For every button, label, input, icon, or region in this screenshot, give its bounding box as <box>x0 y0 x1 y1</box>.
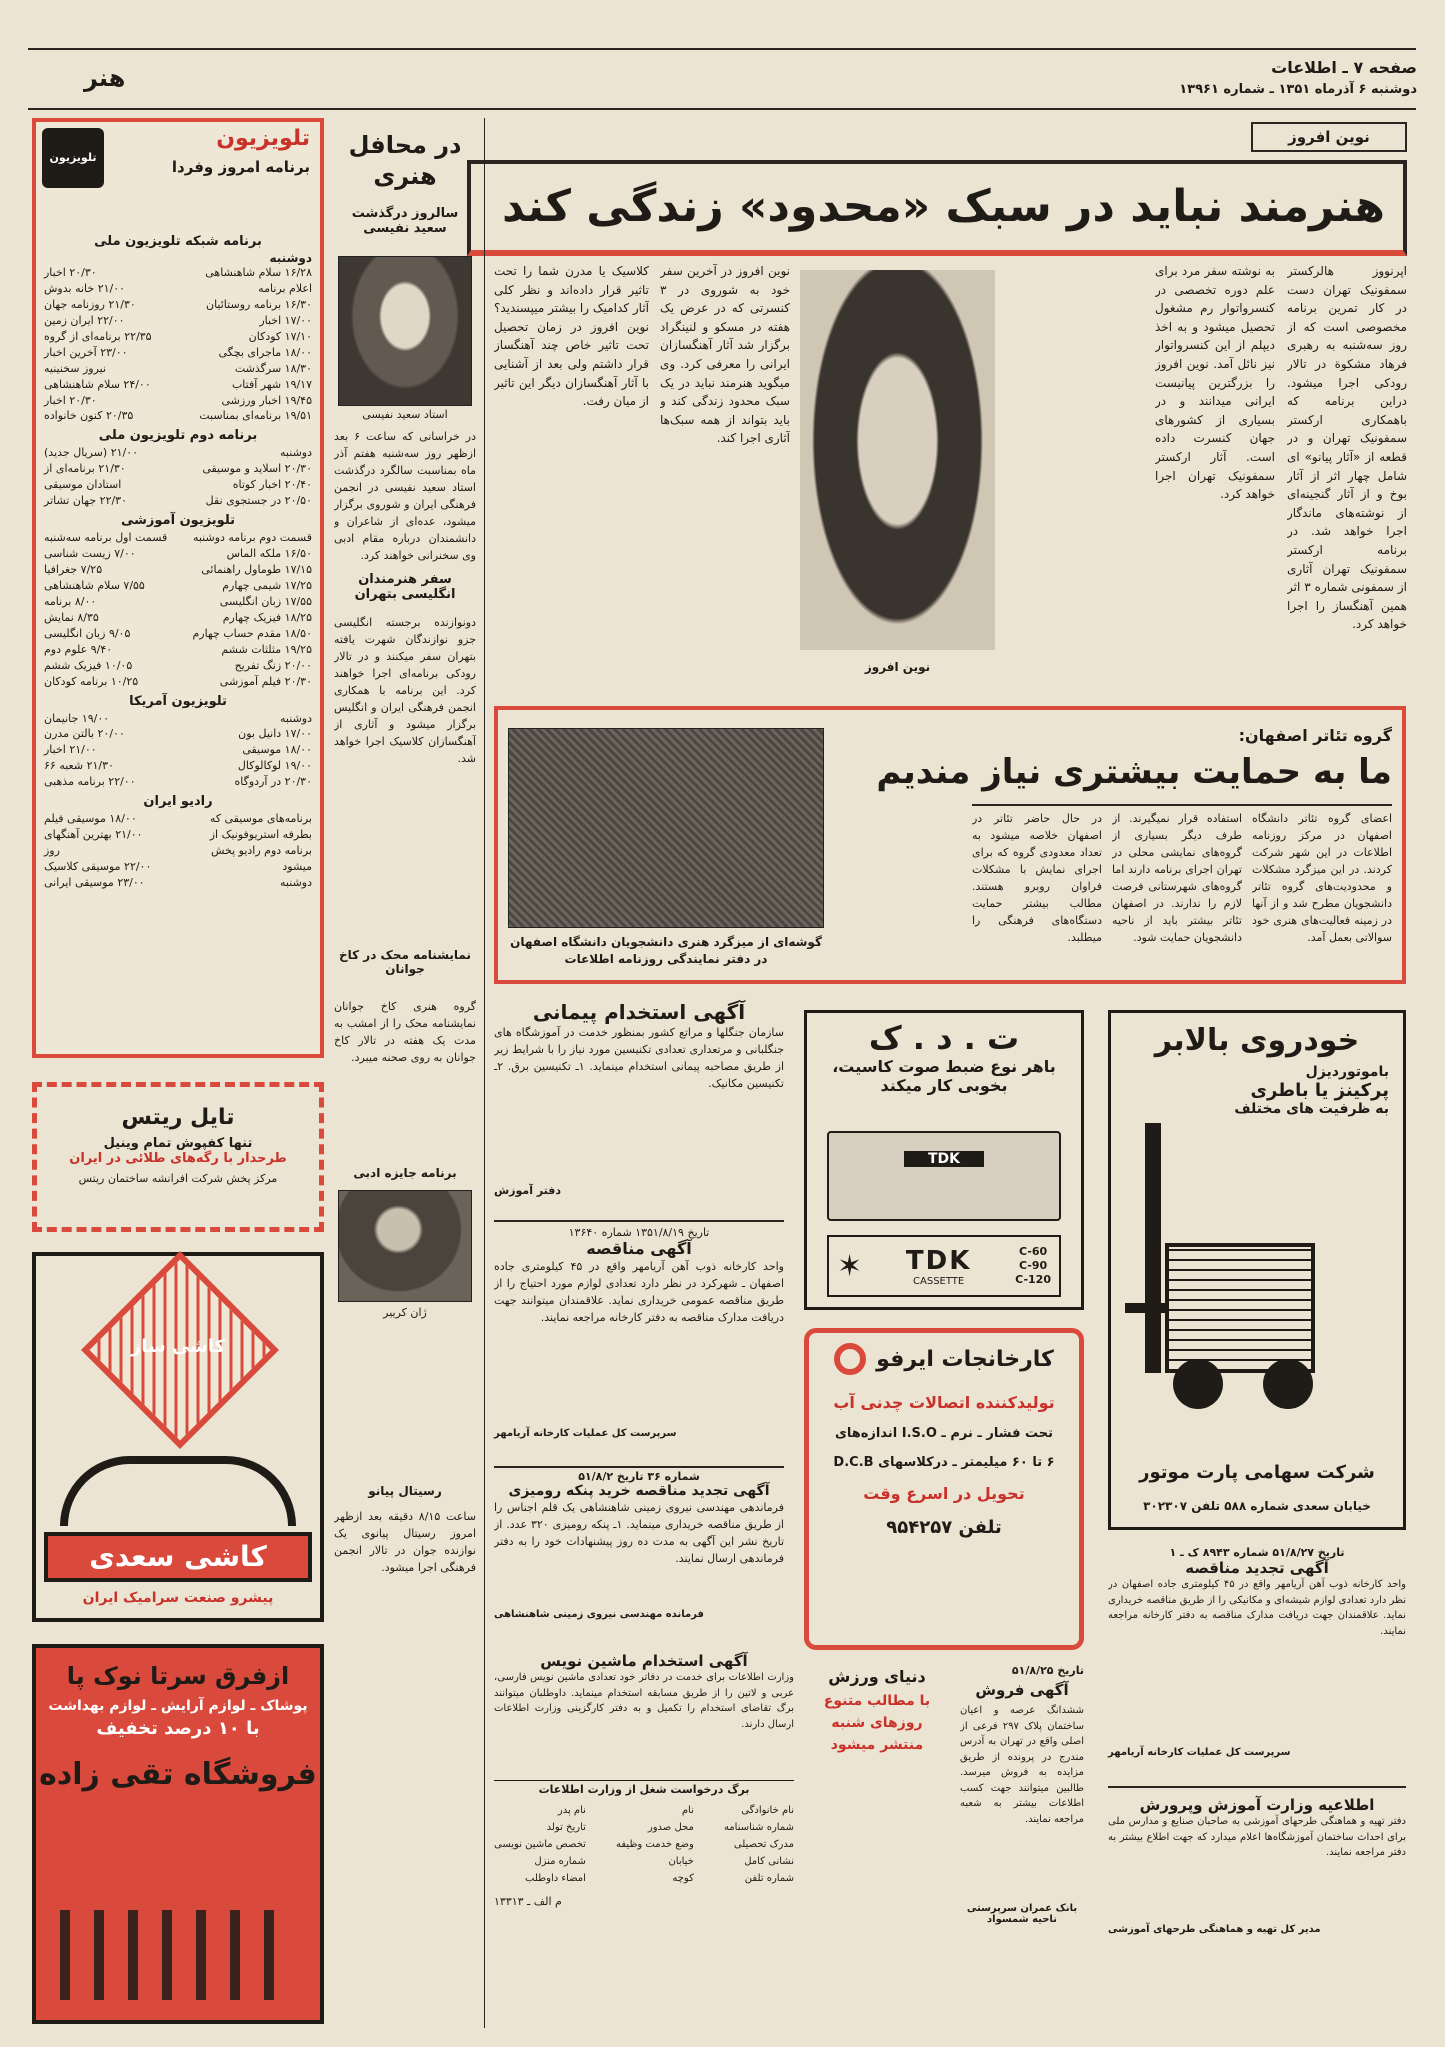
sale-sign: بانک عمران سرپرستی ناحیه شمسواد <box>966 1903 1078 1925</box>
tv-cell: دوشنبه <box>280 446 312 460</box>
irfo-l3: ۶ تا ۶۰ میلیمتر ـ درکلاسهای D.C.B <box>833 1455 1055 1470</box>
tv-cell: ۱۸/۳۰ سرگذشت <box>234 361 312 375</box>
tv-cell: ۲۴/۰۰ سلام شاهنشاهی <box>44 377 151 391</box>
form-field-label: تاریخ تولد <box>546 1822 586 1833</box>
tv-row <box>44 827 312 843</box>
sport-l4: منتشر میشود <box>830 1737 924 1754</box>
masthead-rule <box>28 108 1416 110</box>
tile-ad <box>32 1082 324 1232</box>
mid-rule <box>484 998 485 2028</box>
tv-row <box>44 626 312 642</box>
tv-cell: ۱۷/۱۵ طوماول راهنمائی <box>201 563 312 576</box>
tv-row <box>44 674 312 690</box>
tv-cell: ۸/۳۵ نمایش <box>44 610 99 624</box>
date-line: دوشنبه ۶ آذرماه ۱۳۵۱ ـ شماره ۱۳۹۶۱ <box>1179 82 1417 97</box>
tv-cell: دوشنبه <box>280 875 312 889</box>
tdk-cassette-img <box>827 1131 1061 1221</box>
mahafel-h5: رسیتال پیانو <box>368 1484 442 1498</box>
theater-col-2: استفاده قرار نمیگیرند. از طرف دیگر بسیاری از گروه‌های نمایشی محلی در تهران اجرای برنامه دارند اما گروه‌های شهرستانی فرصت لازم را ندارند. در اصفهان تئاتر بیشتر باید از ناحیه دانشجویان حمایت شود. <box>1112 812 1242 945</box>
tender-title: آگهی مناقصه <box>586 1239 692 1258</box>
tv-ch3-heading: تلویزیون آموزشی <box>120 513 236 529</box>
tender3-ad <box>1108 1546 1406 1776</box>
tv-cell: ۲۰/۴۰ اخبار کوتاه <box>232 478 312 492</box>
tv-cell: ۲۰/۳۰ اخبار <box>44 266 97 279</box>
lead-col-3: نوین افروز در آخرین سفر خود به شوروی در ۳ کنسرتی که در عرض یک هفته در مسکو و لنینگراد برگزار شد آثار آهنگسازان ایرانی را معرفی کرد. وی میگوید هنرمند نباید در یک سبک محدود زندگی کند و باید بتواند از همه سبک‌ها آثاری اجرا کند. <box>660 264 790 446</box>
tv-cell: ۲۲/۳۰ جهان تشاتر <box>44 494 127 508</box>
tv-row <box>44 578 312 594</box>
lead-headline: هنرمند نباید در سبک «محدود» زندگی کند <box>502 181 1385 232</box>
tv-cell: ۲۰/۳۵ کنون خانواده <box>44 409 134 423</box>
tv-row <box>44 313 312 329</box>
tv-row <box>44 265 312 281</box>
typist-sign: برگ درخواست شغل از وزارت اطلاعات <box>494 1780 794 1796</box>
store-mid: پوشاک ـ لوازم آرایش ـ لوازم بهداشت <box>48 1698 308 1714</box>
tv-cell: ۲۰/۰۰ زنگ تفریح <box>234 658 312 672</box>
tv-cell: قسمت اول برنامه سه‌شنبه <box>44 531 168 545</box>
tv-cell: ۱۷/۲۵ شیمی چهارم <box>222 578 312 592</box>
store-name: فروشگاه تقی زاده <box>39 1757 317 1792</box>
tv-cell: ۱۸/۰۰ ماجرای بچگی <box>218 345 312 359</box>
tv-ch2-heading: برنامه دوم تلویزیون ملی <box>98 428 258 444</box>
typist-body: وزارت اطلاعات برای خدمت در دفاتر خود تعدادی ماشین نویس فارسی، عربی و لاتین را از طریق مسابقه استخدام مینماید. داوطلبان میتوانند برگ تقاضای استخدام را تکمیل و به دفتر کارگزینی وزارت اطلاعات ارسال دارند. <box>494 1672 794 1730</box>
tv-row <box>44 758 312 774</box>
tv-cell: ۲۳/۰۰ موسیقی ایرانی <box>44 875 145 889</box>
lead-col-1: اپرنووز هالرکستر سمفونیک تهران دست در کار تمرین برنامه مخصوصی است که از روز سه‌شنبه به رهبری فرهاد مشکوة در تالار رودکی اجرا میشود. دراین برنامه که باهمکاری ارکستر سمفونیک تهران و در قطعه از «آثار پیانو» ای شامل چهار اثر از آثار بوخ و از آثار گنجینه‌ای از نوشته‌های ماندگار اجرا خواهد شد. در برنامه ارکستر سمفونیک تهران آثاری از سمفونی شماره ۳ اثر همین آهنگساز را اجرا خواهد کرد. <box>1287 264 1407 632</box>
tv-row <box>44 774 312 790</box>
tv-cell: ۲۲/۰۰ موسیقی کلاسیک <box>44 860 152 873</box>
tv-row <box>44 408 312 424</box>
tv-cell: ۲۱/۳۰ برنامه‌ای از <box>44 462 126 476</box>
tv-listings <box>44 230 312 891</box>
tv-row <box>44 393 312 409</box>
mahafel-body: در خراسانی که ساعت ۶ بعد ازظهر روز سه‌شنبه هفتم آذر ماه بمناسبت سالگرد درگذشت استاد سعید نفیسی در انجمن فرهنگی ایران و شوروی برگزار میشود، عده‌ای از شاعران و دانشمندان درباره مقام ادبی وی سخنرانی خواهند کرد. <box>334 430 476 563</box>
tv-ch5-list <box>44 811 312 891</box>
form-field-label: نام پدر <box>557 1805 586 1816</box>
tv-row <box>44 726 312 742</box>
typist-ad <box>494 1652 794 2032</box>
sport-l2: با مطالب متنوع <box>823 1692 931 1709</box>
forklift-co: شرکت سهامی پارت موتور <box>1139 1462 1375 1483</box>
tv-row <box>44 875 312 891</box>
tdk-l1: باهر نوع ضبط صوت کاسیت، <box>832 1057 1056 1076</box>
tv-cell: ۲۰/۳۰ اسلاید و موسیقی <box>202 462 312 476</box>
tv-cell: ۲۱/۰۰ بهترین آهنگهای <box>44 828 143 842</box>
mahafel-body5: ساعت ۸/۱۵ دقیقه بعد ازظهر امروز رسیتال پیانوی یک نوازنده جوان در تالار انجمن فرهنگی اجرا میشود. <box>334 1510 476 1575</box>
hire-rule <box>494 1220 784 1222</box>
page-label: صفحه ۷ ـ اطلاعات <box>1271 58 1417 77</box>
tender3-date: تاریخ ۵۱/۸/۲۷ شماره ۸۹۴۳ ک ـ ۱ <box>1169 1546 1345 1559</box>
lead-photo-caption: نوین افروز <box>864 660 931 674</box>
lead-headline-box <box>467 160 1407 256</box>
theater-kicker: گروه تئاتر اصفهان: <box>1238 726 1392 745</box>
forklift-wheel-2 <box>1263 1359 1313 1409</box>
mahafel-h3: نمایشنامه محک در کاخ جوانان <box>339 948 471 976</box>
irfo-ad <box>804 1328 1084 1650</box>
tv-logo-text: تلویزیون <box>49 151 97 164</box>
tender-sign: سرپرست کل عملیات کارخانه آریامهر <box>494 1428 677 1439</box>
kashi-ad <box>32 1252 324 1622</box>
nafisi-caption: استاد سعید نفیسی <box>362 408 448 421</box>
tender2-title: آگهی تجدید مناقصه خرید پنکه رومیزی <box>508 1483 770 1499</box>
lead-photo <box>800 270 995 650</box>
tv-cell: ۲۰/۳۰ فیلم آموزشی <box>219 674 312 688</box>
tdk-ad <box>804 1010 1084 1310</box>
tv-cell: ۱۹/۰۰ جانیمان <box>44 711 110 725</box>
tv-cell: ۱۹/۵۱ برنامه‌ای بمناسبت <box>199 409 312 423</box>
prize-photo <box>338 1190 472 1302</box>
form-field-label: شماره شناسنامه <box>723 1822 794 1833</box>
tile-name: تایل ریتس <box>121 1105 235 1130</box>
tv-box <box>32 118 324 1058</box>
tender3-body: واحد کارخانه ذوب آهن آریامهر واقع در ۴۵ کیلومتری جاده اصفهان در نظر دارد تعدادی لوازم شیشه‌ای و مکانیکی را از طریق مناقصه خریداری نماید. علاقمندان جهت دریافت مدارک مناقصه به دفتر کارخانه مراجعه نمایند. <box>1108 1579 1406 1637</box>
store-top: ازفرق سرتا نوک پا <box>66 1662 290 1690</box>
hire-body: سازمان جنگلها و مراتع کشور بمنظور خدمت در آموزشگاه های جنگلبانی و مرتعداری تعدادی تکنیسین مورد نیاز را با شرایط زیر از طریق مصاحبه پیمانی استخدام مینماید. ۱ـ تکنیسین برق. ۲ـ تکنیسین مکانیک. <box>494 1026 784 1091</box>
mahafel-body2: دونوازنده برجسته انگلیسی جزو نوازندگان شهرت یافته بتهران سفر میکنند و در تالار رودکی برنامه‌ای اجرا خواهند کرد. این برنامه با همکاری انجمن فرهنگی ایران و انگلیس برگزار میشود و آثاری از آهنگسازان کلاسیک اجرا خواهد شد. <box>334 616 476 766</box>
tv-cell: ۲۱/۰۰ خانه بدوش <box>44 281 126 295</box>
form-field-label: تخصص ماشین نویسی <box>494 1839 586 1850</box>
tdk-model-1: C-60 <box>1018 1244 1048 1258</box>
tv-row <box>44 658 312 674</box>
tdk-star-icon: ✶ <box>837 1248 863 1284</box>
form-field-label: مدرک تحصیلی <box>733 1839 794 1850</box>
kashi-name-banner <box>44 1532 312 1582</box>
forklift-ad <box>1108 1010 1406 1530</box>
form-field-label: وضع خدمت وظیفه <box>616 1839 694 1850</box>
tv-cell: ۱۰/۰۵ فیزیک ششم <box>44 658 133 672</box>
lead-kicker-box <box>1251 122 1407 152</box>
form-column <box>724 1802 794 1887</box>
tv-cell: دوشنبه <box>280 711 312 725</box>
tdk-cassette-label: TDK <box>904 1151 984 1167</box>
tv-row <box>44 361 312 377</box>
tv-row <box>44 445 312 461</box>
tdk-title: ت . د . ک <box>868 1019 1020 1057</box>
tv-cell: ۱۸/۲۵ فیزیک چهارم <box>222 610 312 624</box>
kashi-arc <box>60 1456 296 1526</box>
sport-ad <box>804 1664 950 1794</box>
form-field-label: نشانی کامل <box>744 1856 794 1867</box>
tv-cell: ۲۱/۰۰ اخبار <box>44 743 97 757</box>
tv-ch2-list <box>44 445 312 509</box>
form-field-label: نام خانوادگی <box>741 1805 794 1816</box>
form-field-label: شماره تلفن <box>744 1873 794 1884</box>
tv-ch1-list <box>44 265 312 424</box>
tv-row <box>44 281 312 297</box>
tv-cell: ۱۸/۰۰ موسیقی فیلم <box>44 812 137 826</box>
form-column <box>494 1802 586 1887</box>
tv-cell: ۱۸/۵۰ مقدم حساب چهارم <box>192 626 312 640</box>
tv-cell: ۷/۲۵ جغرافیا <box>44 563 103 576</box>
tv-title: تلویزیون <box>216 126 310 151</box>
tile-line3: مرکز پخش شرکت افرانشه ساختمان ریتس <box>78 1172 278 1185</box>
store-disc: با ۱۰ درصد تخفیف <box>96 1718 260 1739</box>
hire-sign: دفتر آموزش <box>494 1184 561 1197</box>
nafisi-photo <box>338 256 472 406</box>
tv-cell: ۱۸/۰۰ موسیقی <box>242 743 312 757</box>
tv-cell: میشود <box>282 860 312 873</box>
irfo-l4: تحویل در اسرع وقت <box>863 1484 1025 1503</box>
tv-cell: برنامه دوم رادیو پخش <box>210 844 312 858</box>
tv-cell: ۲۰/۰۰ بالتن مدرن <box>44 727 125 741</box>
mahafel-title: در محافل هنری <box>348 131 462 191</box>
edu-body: دفتر تهیه و هماهنگی طرحهای آموزشی به صاحبان صنایع و مدارس ملی برای احداث ساختمان آموزشگاه‌ها اعلام میدارد که جهت اطلاع بیشتر به دفتر مراجعه نمایند. <box>1108 1816 1406 1858</box>
top-rule <box>28 48 1416 50</box>
typist-form <box>494 1802 794 1887</box>
theater-photo-caption: گوشه‌ای از میزگرد هنری دانشجویان دانشگاه اصفهان در دفتر نمایندگی روزنامه اطلاعات <box>510 935 822 966</box>
tender-ad <box>494 1226 784 1462</box>
tv-row <box>44 546 312 562</box>
store-figures <box>60 1910 296 2000</box>
forklift-title: خودروی بالابر <box>1154 1023 1360 1058</box>
tile-line2: طرحدار با رگه‌های طلائی در ایران <box>69 1151 287 1166</box>
tv-cell: ۱۷/۵۵ زبان انگلیسی <box>219 594 312 608</box>
col-divider-left <box>484 118 485 998</box>
tv-cell: نیروز سخنینیه <box>44 361 107 375</box>
lead-col-4: کلاسیک یا مدرن شما را تحت تاثیر قرار داده‌اند و نظر کلی آثار کدامیک را بیشتر میپسندید؟ نوین افروز در زمان تحصیل تحت تاثیر خاص چند آهنگساز قرار داشتم ولی بعد از آشنایی با آثار آهنگسازان دیگر این تاثیر از میان رفت. <box>494 264 649 409</box>
tv-row <box>44 345 312 361</box>
form-field-label: امضاء داوطلب <box>525 1873 586 1884</box>
tile-line1: تنها کفپوش تمام وینیل <box>103 1136 253 1151</box>
lead-kicker: نوین افروز <box>1288 128 1370 146</box>
tv-cell: ۲۱/۳۰ شعبه ۶۶ <box>44 759 114 773</box>
tv-cell: ۱۷/۱۰ کودکان <box>248 329 312 343</box>
form-column <box>616 1802 694 1887</box>
forklift-mast <box>1145 1123 1161 1373</box>
tender-body: واحد کارخانه ذوب آهن آریامهر واقع در ۴۵ کیلومتری جاده اصفهان ـ شهرکرد در نظر دارد تعدادی لوازم مورد احتیاج را از طریق مناقصه عمومی خریداری نماید. علاقمندان میتوانند جهت دریافت مدارک مناقصه به دفتر کارخانه مراجعه نمایند. <box>494 1260 784 1325</box>
tv-cell: ۲۱/۰۰ (سریال جدید) <box>44 446 139 460</box>
tv-cell: استادان موسیقی <box>44 478 122 492</box>
edu-sign: مدیر کل تهیه و هماهنگی طرحهای آموزشی <box>1108 1924 1321 1935</box>
tv-ch4-list <box>44 711 312 791</box>
tv-row <box>44 742 312 758</box>
tv-cell: روز <box>44 844 60 858</box>
tender-date: تاریخ ۱۳۵۱/۸/۱۹ شماره ۱۳۶۴۰ <box>568 1226 710 1239</box>
tv-cell: ۸/۰۰ برنامه <box>44 594 97 608</box>
tender3-sign: سرپرست کل عملیات کارخانه آریامهر <box>1108 1747 1291 1758</box>
form-field-label: نام <box>681 1805 694 1816</box>
tv-ch5-heading: رادیو ایران <box>143 794 213 810</box>
tdk-brand: TDK <box>905 1245 972 1276</box>
tv-cell: ۲۲/۳۵ برنامه‌ای از گروه <box>44 329 152 343</box>
sale-title: آگهی فروش <box>975 1681 1069 1699</box>
tdk-logo-block <box>827 1235 1061 1297</box>
tdk-model-3: C-120 <box>1015 1273 1051 1287</box>
tender2-sign: فرمانده مهندسی نیروی زمینی شاهنشاهی <box>494 1609 704 1620</box>
section-name: هنر <box>84 64 126 92</box>
tdk-cassette: CASSETTE <box>913 1275 965 1287</box>
irfo-l1: تولیدکننده اتصالات چدنی آب <box>833 1393 1055 1412</box>
mahafel-body3: گروه هنری کاخ جوانان نمایشنامه محک را از امشب به مدت یک هفته در تالار کاخ جوانان به روی صحنه میبرد. <box>334 1000 476 1065</box>
tv-row <box>44 562 312 578</box>
forklift-addr: خیابان سعدی شماره ۵۸۸ تلفن ۳۰۲۳۰۷ <box>1143 1499 1371 1513</box>
form-code: م الف ـ ۱۳۳۱۳ <box>494 1895 562 1908</box>
typist-title: آگهی استخدام ماشین نویس <box>540 1652 748 1670</box>
tv-row <box>44 811 312 827</box>
kashi-sub: پیشرو صنعت سرامیک ایران <box>82 1590 274 1606</box>
prize-caption: ژان کرییر <box>383 1306 427 1319</box>
form-field-label: خیابان <box>668 1856 694 1867</box>
tv-cell: ۲۲/۰۰ ایران زمین <box>44 313 125 327</box>
tv-cell: ۱۹/۰۰ لوکالوکال <box>237 759 312 773</box>
sale-ad <box>960 1664 1084 1964</box>
irfo-tel: تلفن ۹۵۴۲۵۷ <box>886 1517 1002 1538</box>
tv-cell: ۲۱/۳۰ روزنامه جهان <box>44 297 136 311</box>
tv-cell: ۱۷/۰۰ اخبار <box>259 313 312 327</box>
hire-title: آگهی استخدام پیمانی <box>532 1000 746 1024</box>
tv-row <box>44 493 312 509</box>
irfo-header <box>809 1343 1079 1375</box>
tender-rule <box>494 1466 784 1468</box>
tv-row <box>44 297 312 313</box>
tv-row <box>44 843 312 859</box>
theater-rule <box>972 804 1392 806</box>
tv-cell: ۲۰/۳۰ در آردوگاه <box>234 775 312 789</box>
tender3-title: آگهی تجدید مناقصه <box>1185 1559 1329 1577</box>
lead-col-2: به نوشته سفر مرد برای علم دوره تخصصی در کنسرواتوار رم مشغول تحصیل میشود و به اخذ دیپلم از این کنسرواتوار نیز نائل آمد. نوین افروز را بزرگترین پیانیست ایرانی میدانند و در بسیاری از کشورهای جهان کنسرت داده است. آثار ارکستر سمفونیک تهران اجرا خواهد کرد. <box>1155 264 1275 502</box>
tv-cell: ۱۶/۵۰ ملکه الماس <box>226 547 312 561</box>
mahafel-subtitle: سالروز درگذشت سعید نفیسی <box>351 206 459 236</box>
tv-row <box>44 594 312 610</box>
tv-row <box>44 642 312 658</box>
forklift-image <box>1125 1113 1325 1413</box>
theater-col-3: در حال حاضر تئاتر در اصفهان خلاصه میشود به تعداد معدودی گروه که برای اجرای نمایش با مشکلات فراوان روبرو هستند. مطالب بیشتر حمایت دستگاه‌های فرهنگی را میطلبد. <box>972 812 1102 945</box>
tv-cell: ۹/۴۰ علوم دوم <box>44 642 113 656</box>
tv-row <box>44 477 312 493</box>
form-field-label: شماره منزل <box>534 1856 586 1867</box>
tv-cell: ۱۷/۰۰ دانیل بون <box>238 727 312 741</box>
form-field-label: محل صدور <box>647 1822 694 1833</box>
mahafel-h4: برنامه جایزه ادبی <box>353 1166 457 1180</box>
kashi-top: کاشی ساز <box>130 1336 226 1357</box>
tv-cell: ۷/۰۰ زیست شناسی <box>44 547 136 561</box>
tender2-date: شماره ۳۶ تاریخ ۵۱/۸/۲ <box>578 1470 700 1483</box>
forklift-l3: به ظرفیت های مختلف <box>1234 1101 1389 1117</box>
tv-cell: بطرفه استریوفونیک از <box>209 828 312 842</box>
tender3-rule <box>1108 1786 1406 1788</box>
sale-body: ششدانگ عرصه و اعیان ساختمان پلاک ۲۹۷ فرعی از اصلی واقع در تهران به آدرس مندرج در پرونده از طریق مزایده به فروش میرسد. طالبین میتوانند جهت کسب اطلاعات بیشتر به شعبه مراجعه نمایند. <box>960 1705 1084 1825</box>
tv-row <box>44 859 312 875</box>
tv-row <box>44 530 312 546</box>
sport-l3: روزهای شنبه <box>831 1714 923 1731</box>
tv-cell: ۱۹/۴۵ اخبار ورزشی <box>221 393 312 407</box>
irfo-name: کارخانجات ایرفو <box>876 1346 1054 1372</box>
kashi-name: کاشی سعدی <box>89 1540 267 1573</box>
tv-cell: برنامه‌های موسیقی که <box>209 812 312 826</box>
edu-ad <box>1108 1796 1406 1976</box>
tv-day1: دوشنبه <box>269 251 312 265</box>
tv-ch3-list <box>44 530 312 689</box>
tdk-l2: بخوبی کار میکند <box>880 1076 1008 1095</box>
mahafel-h2: سفر هنرمندان انگلیسی بتهران <box>354 572 456 602</box>
forklift-l2: پرکینز یا باطری <box>1250 1080 1389 1101</box>
tv-cell: ۲۰/۳۰ اخبار <box>44 393 97 407</box>
tv-cell: ۱۶/۳۰ برنامه روستائیان <box>206 297 312 311</box>
tv-cell: ۱۶/۲۸ سلام شاهنشاهی <box>205 266 312 279</box>
form-field-label: کوچه <box>672 1873 694 1884</box>
hire-ad <box>494 1000 784 1215</box>
tender2-ad <box>494 1470 784 1642</box>
store-ad <box>32 1644 324 2024</box>
tdk-model-2: C-90 <box>1018 1258 1048 1272</box>
tv-cell: ۲۳/۰۰ آخرین اخبار <box>44 345 128 359</box>
edu-title: اطلاعیه وزارت آموزش وپرورش <box>1139 1796 1375 1814</box>
sport-l1: دنیای ورزش <box>828 1667 926 1686</box>
tv-cell: ۱۹/۱۷ شهر آفتاب <box>231 377 312 391</box>
tv-cell: اعلام برنامه <box>258 281 312 295</box>
tv-cell: ۷/۵۵ سلام شاهنشاهی <box>44 578 145 592</box>
forklift-wheel-1 <box>1173 1359 1223 1409</box>
tv-ch4-heading: تلویزیون آمریکا <box>129 693 227 709</box>
tv-row <box>44 610 312 626</box>
tv-cell: ۲۲/۰۰ برنامه مذهبی <box>44 775 136 789</box>
tender2-body: فرماندهی مهندسی نیروی زمینی شاهنشاهی یک قلم اجناس را از طریق مناقصه خریداری مینماید. ۱ـ پنکه رومیزی ۳۲۰ عدد. از تاریخ نشر این آگهی به مدت ده روز پیشنهادات خود را به دفتر فرماندهی ارسال نمایند. <box>494 1501 784 1566</box>
forklift-body <box>1165 1243 1315 1373</box>
irfo-logo-icon <box>834 1343 866 1375</box>
tv-row <box>44 377 312 393</box>
tv-subtitle: برنامه امروز وفردا <box>171 158 310 176</box>
theater-box <box>494 706 1406 984</box>
tv-cell: قسمت دوم برنامه دوشنبه <box>192 531 312 545</box>
tv-logo <box>42 128 104 188</box>
tv-cell: ۱۰/۲۵ برنامه کودکان <box>44 674 139 688</box>
tv-row <box>44 329 312 345</box>
theater-photo <box>508 728 824 928</box>
sale-date: تاریخ ۵۱/۸/۲۵ <box>1011 1664 1084 1677</box>
tv-cell: ۹/۰۵ زبان انگلیسی <box>44 626 131 640</box>
tv-cell: ۱۹/۲۵ مثلثات ششم <box>221 642 312 656</box>
forklift-l1: باموتوردیزل <box>1305 1064 1389 1080</box>
theater-col-1: اعضای گروه تئاتر دانشگاه اصفهان در مرکز روزنامه اطلاعات در این شهر شرکت کردند. در این میزگرد مشکلات و محدودیت‌های گروه تئاتر دانشجویان مطرح شد و از آنها در زمینه فعالیت‌های هنری خود سوالاتی بعمل آمد. <box>1252 812 1392 945</box>
tv-cell: ۲۰/۵۰ در جستجوی نقل <box>205 494 312 508</box>
theater-headline: ما به حمایت بیشتری نیاز مندیم <box>876 752 1392 792</box>
irfo-l2: تحت فشار ـ نرم ـ I.S.O اندازه‌های <box>834 1426 1054 1441</box>
tv-ch1-heading: برنامه شبکه تلویزیون ملی <box>94 234 262 249</box>
tv-row <box>44 711 312 727</box>
tv-row <box>44 461 312 477</box>
